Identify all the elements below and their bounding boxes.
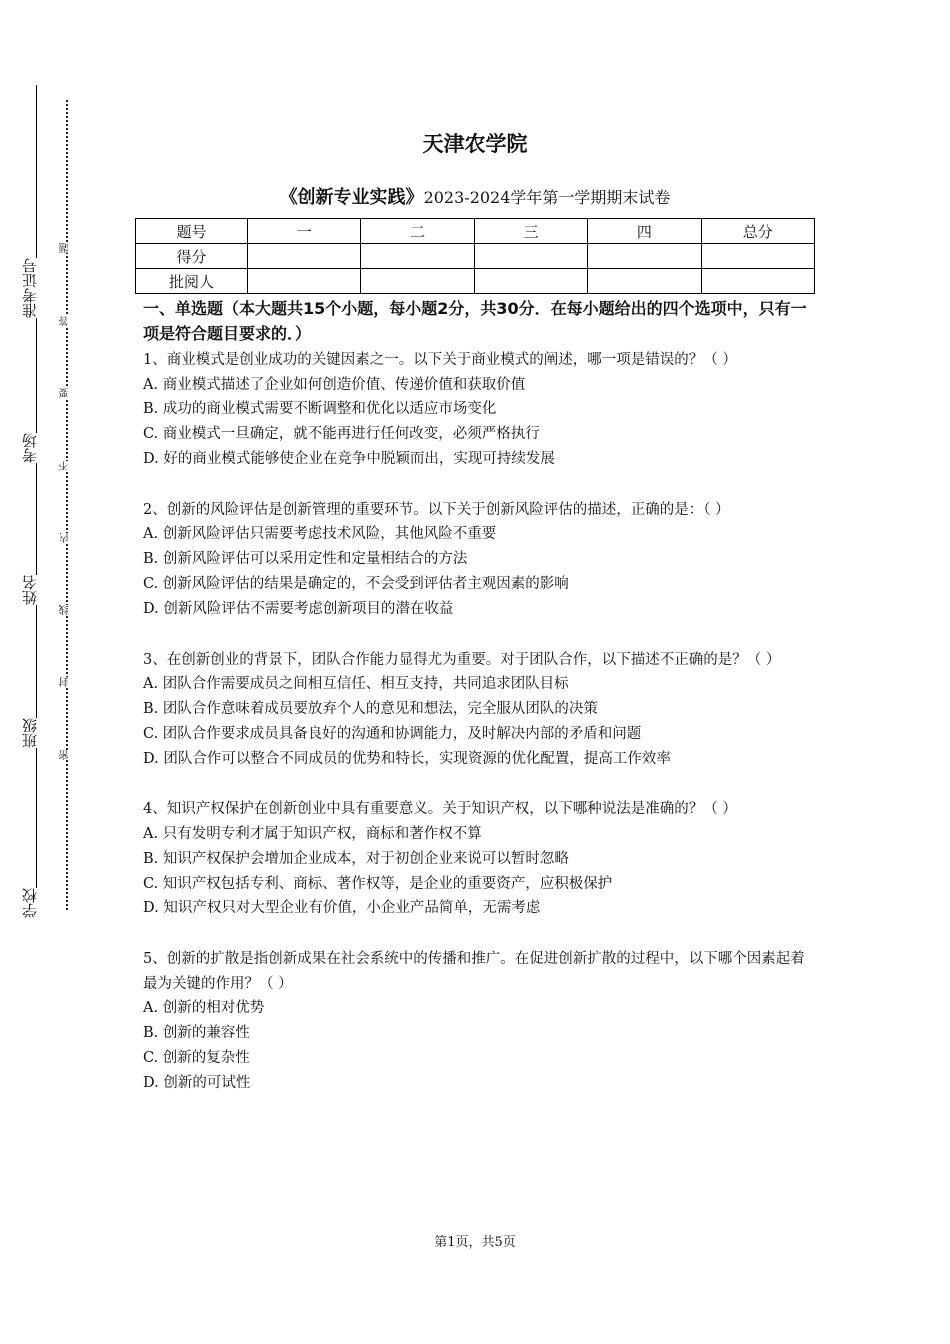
school-title: 天津农学院 xyxy=(422,132,528,156)
seal-char: 密 xyxy=(60,750,74,760)
seal-char: 内 xyxy=(60,533,74,543)
section-heading: 一、单选题（本大题共15个小题，每小题2分，共30分．在每小题给出的四个选项中，只有一项是符合题目要求的．） xyxy=(143,299,807,343)
option-b: B. 创新风险评估可以采用定性和定量相结合的方法 xyxy=(143,551,468,568)
score-table xyxy=(135,218,815,294)
page-number: 第1页，共5页 xyxy=(434,1235,516,1250)
score-table-header: 三 xyxy=(474,219,587,244)
score-row xyxy=(136,244,815,269)
seal-char: 线 xyxy=(60,605,74,615)
score-cell xyxy=(474,244,587,269)
school-label: 学校 xyxy=(22,888,44,918)
option-d: D. 创新的可试性 xyxy=(143,1074,251,1091)
score-table-header: 总分 xyxy=(701,219,814,244)
question-text: 3、在创新创业的背景下，团队合作能力显得尤为重要。对于团队合作，以下描述不正确的是？（ ） xyxy=(143,651,781,668)
grader-cell xyxy=(248,269,361,294)
option-a: A. 创新的相对优势 xyxy=(143,1000,265,1017)
score-table-header: 四 xyxy=(588,219,701,244)
grader-cell xyxy=(701,269,814,294)
option-d: D. 团队合作可以整合不同成员的优势和特长，实现资源的优化配置，提高工作效率 xyxy=(143,750,671,767)
exam-number-label: 准考证号 xyxy=(22,258,44,318)
score-table-header: 二 xyxy=(361,219,474,244)
seal-char: 答 xyxy=(60,316,74,326)
option-a: A. 团队合作需要成员之间相互信任、相互支持，共同追求团队目标 xyxy=(143,676,569,693)
exam-term: 2023-2024学年第一学期期末试卷 xyxy=(423,188,671,207)
option-a: A. 商业模式描述了企业如何创造价值、传递价值和获取价值 xyxy=(143,376,526,393)
question-4 xyxy=(143,797,815,921)
score-table-header: 一 xyxy=(248,219,361,244)
class-label: 班级 xyxy=(22,718,44,748)
question-2 xyxy=(143,498,815,622)
score-row-label: 得分 xyxy=(136,244,248,269)
question-3 xyxy=(143,648,815,772)
score-cell xyxy=(588,244,701,269)
exam-subtitle xyxy=(0,183,950,209)
option-d: D. 知识产权只对大型企业有价值，小企业产品简单，无需考虑 xyxy=(143,900,541,917)
score-cell xyxy=(248,244,361,269)
question-text: 4、知识产权保护在创新创业中具有重要意义。关于知识产权，以下哪种说法是准确的？（ ） xyxy=(143,801,737,818)
option-a: A. 创新风险评估只需要考虑技术风险，其他风险不重要 xyxy=(143,526,497,543)
option-a: A. 只有发明专利才属于知识产权，商标和著作权不算 xyxy=(143,825,482,842)
grader-row xyxy=(136,269,815,294)
score-table-header-row xyxy=(136,219,815,244)
option-b: B. 成功的商业模式需要不断调整和优化以适应市场变化 xyxy=(143,401,497,418)
option-b: B. 创新的兼容性 xyxy=(143,1025,250,1042)
option-c: C. 团队合作要求成员具备良好的沟通和协调能力，及时解决内部的矛盾和问题 xyxy=(143,725,642,742)
seal-dotted-line xyxy=(66,100,68,910)
exam-content xyxy=(143,296,815,1096)
seal-char: 不 xyxy=(60,461,74,471)
name-label: 姓名 xyxy=(22,575,44,605)
option-c: C. 商业模式一旦确定，就不能再进行任何改变，必须严格执行 xyxy=(143,426,540,443)
course-name: 《创新专业实践》 xyxy=(279,187,424,208)
score-cell xyxy=(361,244,474,269)
seal-char: 题 xyxy=(60,243,74,253)
score-cell xyxy=(701,244,814,269)
option-c: C. 创新的复杂性 xyxy=(143,1049,250,1066)
question-5 xyxy=(143,947,815,1095)
question-text: 1、商业模式是创业成功的关键因素之一。以下关于商业模式的阐述，哪一项是错误的？（ ） xyxy=(143,352,737,368)
score-table-header: 题号 xyxy=(136,219,248,244)
option-c: C. 知识产权包括专利、商标、著作权等，是企业的重要资产，应积极保护 xyxy=(143,875,613,892)
option-b: B. 团队合作意味着成员要放弃个人的意见和想法，完全服从团队的决策 xyxy=(143,700,598,717)
option-c: C. 创新风险评估的结果是确定的，不会受到评估者主观因素的影响 xyxy=(143,575,569,592)
option-d: D. 创新风险评估不需要考虑创新项目的潜在收益 xyxy=(143,600,454,617)
grader-cell xyxy=(361,269,474,294)
grader-cell xyxy=(588,269,701,294)
seal-char: 要 xyxy=(60,388,74,398)
option-b: B. 知识产权保护会增加企业成本，对于初创企业来说可以暂时忽略 xyxy=(143,850,569,867)
question-text: 5、创新的扩散是指创新成果在社会系统中的传播和推广。在促进创新扩散的过程中，以下哪个因素起着最为关键的作用？（ ） xyxy=(143,951,805,992)
grader-cell xyxy=(474,269,587,294)
seal-char: 封 xyxy=(60,677,74,687)
exam-room-label: 考场 xyxy=(22,433,44,463)
question-text: 2、创新的风险评估是创新管理的重要环节。以下关于创新风险评估的描述，正确的是：（ ） xyxy=(143,501,730,518)
option-d: D. 好的商业模式能够使企业在竞争中脱颖而出，实现可持续发展 xyxy=(143,450,555,467)
question-1 xyxy=(143,348,815,472)
grader-row-label: 批阅人 xyxy=(136,269,248,294)
